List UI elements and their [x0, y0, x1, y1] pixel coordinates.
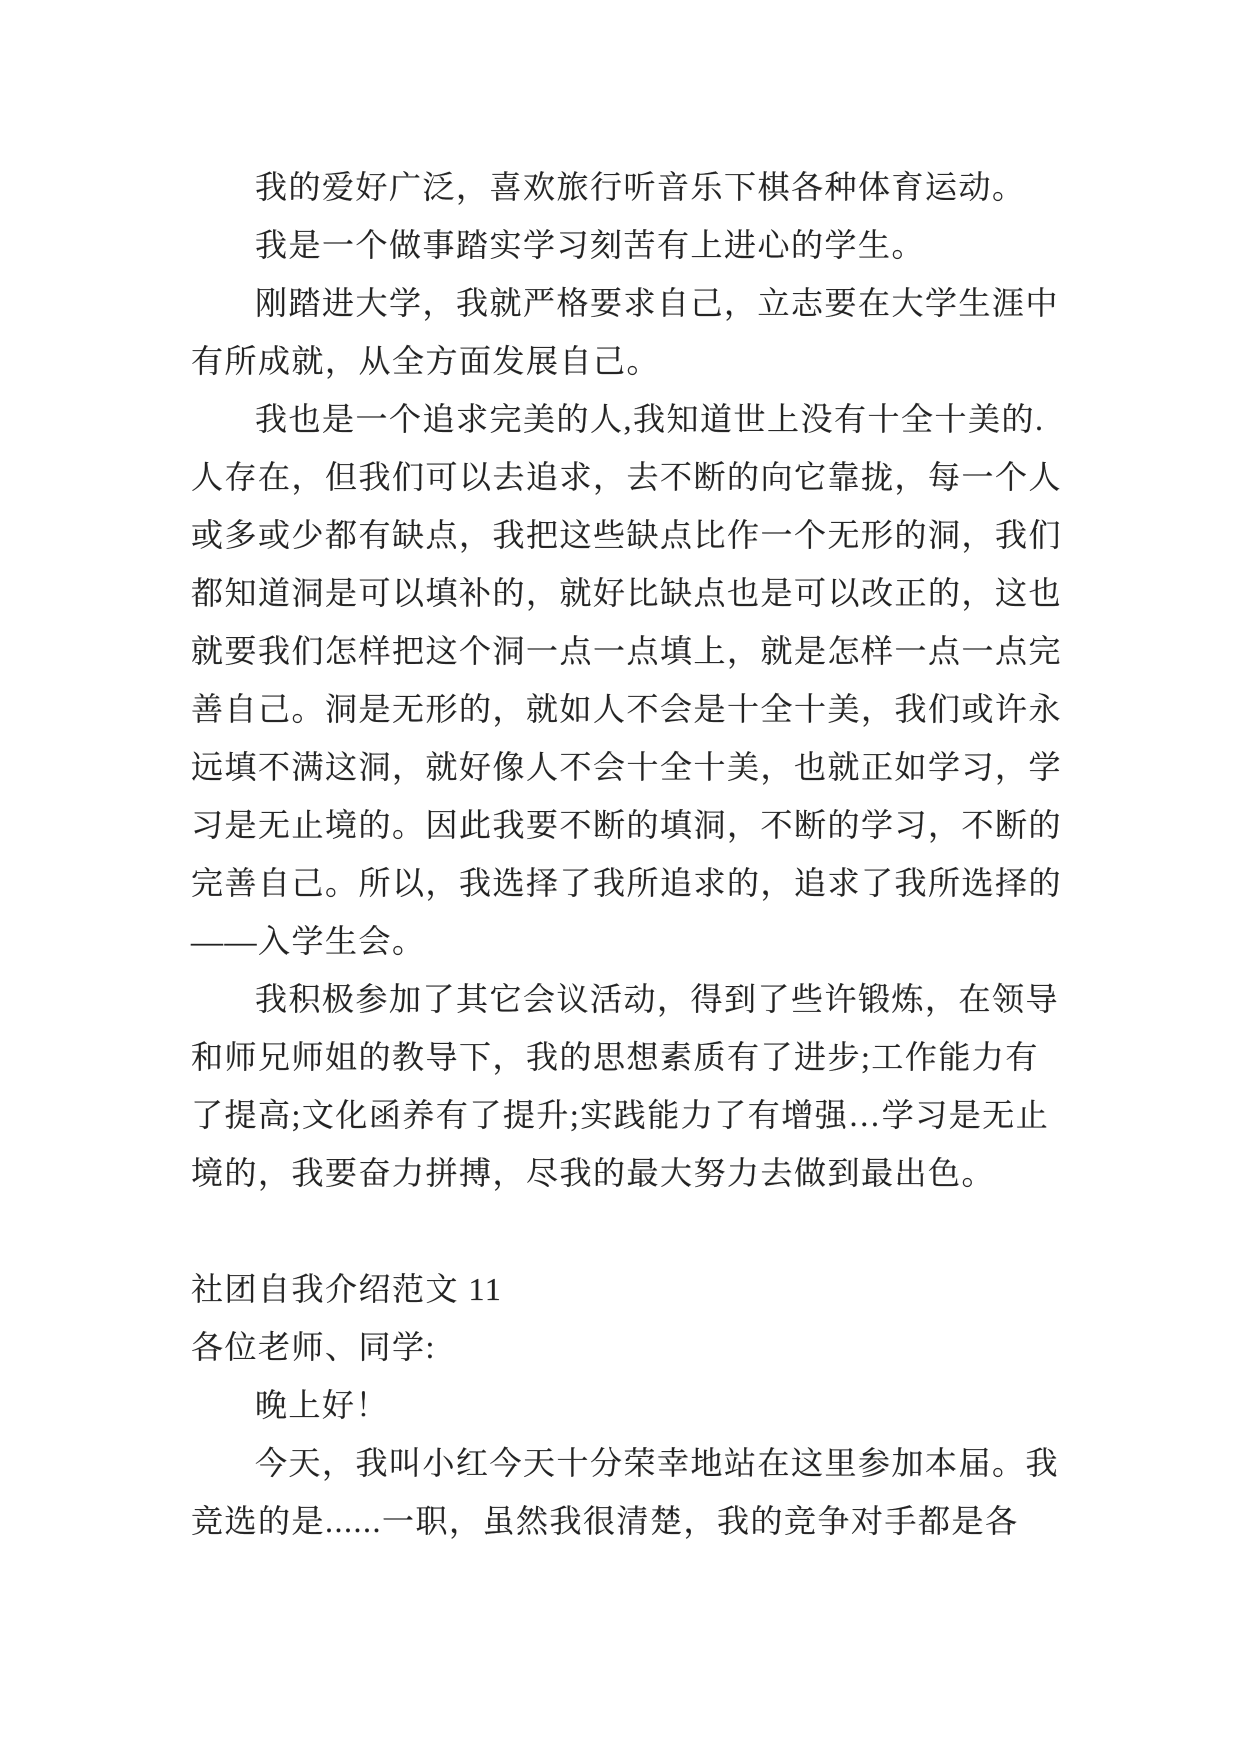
text-line: 或多或少都有缺点，我把这些缺点比作一个无形的洞，我们 [191, 517, 1063, 553]
text-line: ——入学生会。 [191, 923, 426, 959]
text-line: 远填不满这洞，就好像人不会十全十美，也就正如学习，学 [191, 749, 1063, 785]
text-line: 我是一个做事踏实学习刻苦有上进心的学生。 [255, 227, 926, 263]
document-text [191, 158, 1063, 1550]
text-line: 晚上好！ [255, 1387, 390, 1423]
text-line: 我也是一个追求完美的人,我知道世上没有十全十美的. [255, 401, 1045, 437]
text-line: 善自己。洞是无形的，就如人不会是十全十美，我们或许永 [191, 691, 1063, 727]
text-line: 有所成就，从全方面发展自己。 [191, 343, 661, 379]
text-line: 就要我们怎样把这个洞一点一点填上，就是怎样一点一点完 [191, 633, 1063, 669]
text-line: 今天，我叫小红今天十分荣幸地站在这里参加本届。我 [255, 1445, 1060, 1481]
text-line: 和师兄师姐的教导下，我的思想素质有了进步;工作能力有 [191, 1039, 1039, 1075]
text-line: 刚踏进大学，我就严格要求自己，立志要在大学生涯中 [255, 285, 1060, 321]
section-heading: 社团自我介绍范文 11 [191, 1271, 503, 1307]
text-line: 我积极参加了其它会议活动，得到了些许锻炼，在领导 [255, 981, 1060, 1017]
text-line: 竞选的是......一职，虽然我很清楚，我的竞争对手都是各 [191, 1503, 1019, 1539]
text-line: 我的爱好广泛，喜欢旅行听音乐下棋各种体育运动。 [255, 169, 1026, 205]
text-line: 都知道洞是可以填补的，就好比缺点也是可以改正的，这也 [191, 575, 1063, 611]
text-line: 习是无止境的。因此我要不断的填洞，不断的学习，不断的 [191, 807, 1063, 843]
text-line: 境的，我要奋力拼搏，尽我的最大努力去做到最出色。 [191, 1155, 996, 1191]
text-line: 完善自己。所以，我选择了我所追求的，追求了我所选择的 [191, 865, 1063, 901]
salutation-line: 各位老师、同学: [191, 1329, 436, 1365]
blank-line [191, 1202, 1051, 1260]
text-line: 了提高;文化函养有了提升;实践能力了有增强…学习是无止 [191, 1097, 1050, 1133]
text-line: 人存在，但我们可以去追求，去不断的向它靠拢，每一个人 [191, 459, 1063, 495]
